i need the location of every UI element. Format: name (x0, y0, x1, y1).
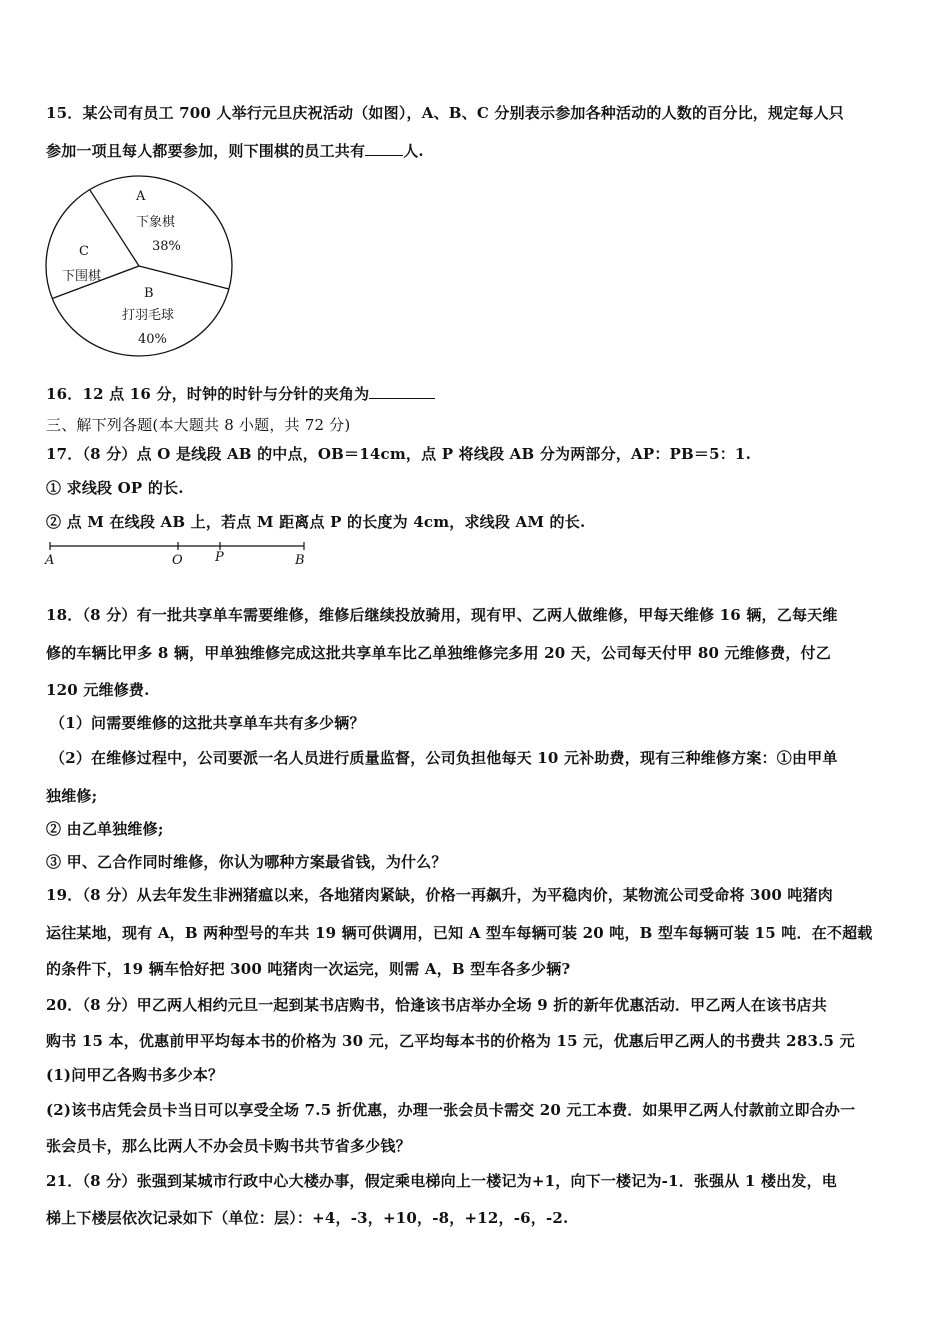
q18-sub2a: （2）在维修过程中，公司要派一名人员进行质量监督，公司负担他每天 10 元补助费，现有三种维修方案：①由甲单 (50, 749, 838, 767)
slice-b-name: 打羽毛球 (122, 308, 175, 323)
q16-line (46, 383, 435, 404)
q15-line2-text: 参加一项且每人都要参加，则下围棋的员工共有 (46, 142, 366, 160)
pie-chart (44, 173, 236, 359)
q18-line1: 18．（8 分）有一批共享单车需要维修，维修后继续投放骑用，现有甲、乙两人做维修，甲每天维修 16 辆，乙每天维 (46, 606, 838, 624)
slice-b-letter: B (144, 286, 154, 301)
q16-text: 16．12 点 16 分，时钟的时针与分针的夹角为 (46, 385, 370, 403)
q21-line1: 21．（8 分）张强到某城市行政中心大楼办事，假定乘电梯向上一楼记为+1，向下一楼记为-1．张强从 1 楼出发，电 (46, 1172, 837, 1190)
pie-chart-svg (44, 173, 236, 359)
q18-sub2c: ② 由乙单独维修; (46, 820, 164, 838)
answer-blank (369, 384, 435, 399)
q15-line2 (46, 140, 424, 161)
q18-line2: 修的车辆比甲多 8 辆，甲单独维修完成这批共享单车比乙单独维修完多用 20 天，公司每天付甲 80 元维修费，付乙 (46, 644, 831, 662)
answer-blank (365, 141, 403, 156)
q15-line1: 15．某公司有员工 700 人举行元旦庆祝活动（如图），A、B、C 分别表示参加各种活动的人数的百分比，规定每人只 (46, 104, 845, 122)
segment-diagram (44, 538, 314, 572)
q18-sub2b: 独维修; (46, 787, 98, 805)
slice-a-letter: A (136, 189, 146, 204)
slice-c-letter: C (79, 244, 89, 259)
q18-line3: 120 元维修费. (46, 681, 150, 699)
q21-line2: 梯上下楼层依次记录如下（单位：层）：+4，-3，+10，-8，+12，-6，-2. (46, 1209, 569, 1227)
q20-sub2b: 张会员卡，那么比两人不办会员卡购书共节省多少钱？ (46, 1137, 411, 1155)
label-b: B (295, 553, 305, 568)
slice-a-percent: 38% (152, 239, 181, 254)
q18-sub2d: ③ 甲、乙合作同时维修，你认为哪种方案最省钱，为什么？ (46, 853, 447, 871)
q17-line1: 17．（8 分）点 O 是线段 AB 的中点，OB＝14cm，点 P 将线段 AB 分为两部分，AP：PB＝5：1. (46, 445, 751, 463)
q18-sub1: （1）问需要维修的这批共享单车共有多少辆？ (50, 714, 365, 732)
section-heading: 三、解下列各题(本大题共 8 小题，共 72 分) (46, 416, 351, 434)
label-o: O (172, 553, 183, 568)
slice-b-percent: 40% (138, 332, 167, 347)
q20-sub1: (1)问甲乙各购书多少本？ (46, 1066, 224, 1084)
q20-line2: 购书 15 本，优惠前甲平均每本书的价格为 30 元，乙平均每本书的价格为 15 元，优惠后甲乙两人的书费共 283.5 元 (46, 1032, 855, 1050)
q19-line1: 19．（8 分）从去年发生非洲猪瘟以来，各地猪肉紧缺，价格一再飙升，为平稳肉价，某物流公司受命将 300 吨猪肉 (46, 886, 833, 904)
segment-svg (44, 538, 314, 572)
slice-c-name: 下围棋 (62, 269, 102, 284)
q19-line3: 的条件下，19 辆车恰好把 300 吨猪肉一次运完，则需 A，B 型车各多少辆? (46, 960, 571, 978)
q17-sub1: ① 求线段 OP 的长. (46, 479, 184, 497)
label-p: P (215, 550, 224, 565)
q20-sub2a: (2)该书店凭会员卡当日可以享受全场 7.5 折优惠，办理一张会员卡需交 20 元工本费．如果甲乙两人付款前立即合办一 (46, 1101, 856, 1119)
boundary-c-a (90, 190, 139, 266)
slice-a-name: 下象棋 (136, 215, 176, 230)
q19-line2: 运往某地，现有 A，B 两种型号的车共 19 辆可供调用，已知 A 型车每辆可装 20 吨，B 型车每辆可装 15 吨．在不超载 (46, 924, 873, 942)
q20-line1: 20．（8 分）甲乙两人相约元旦一起到某书店购书，恰逢该书店举办全场 9 折的新年优惠活动．甲乙两人在该书店共 (46, 996, 827, 1014)
label-a: A (45, 553, 55, 568)
q15-line2-end: 人. (403, 142, 424, 160)
q17-sub2: ② 点 M 在线段 AB 上，若点 M 距离点 P 的长度为 4cm，求线段 AM 的长. (46, 513, 586, 531)
